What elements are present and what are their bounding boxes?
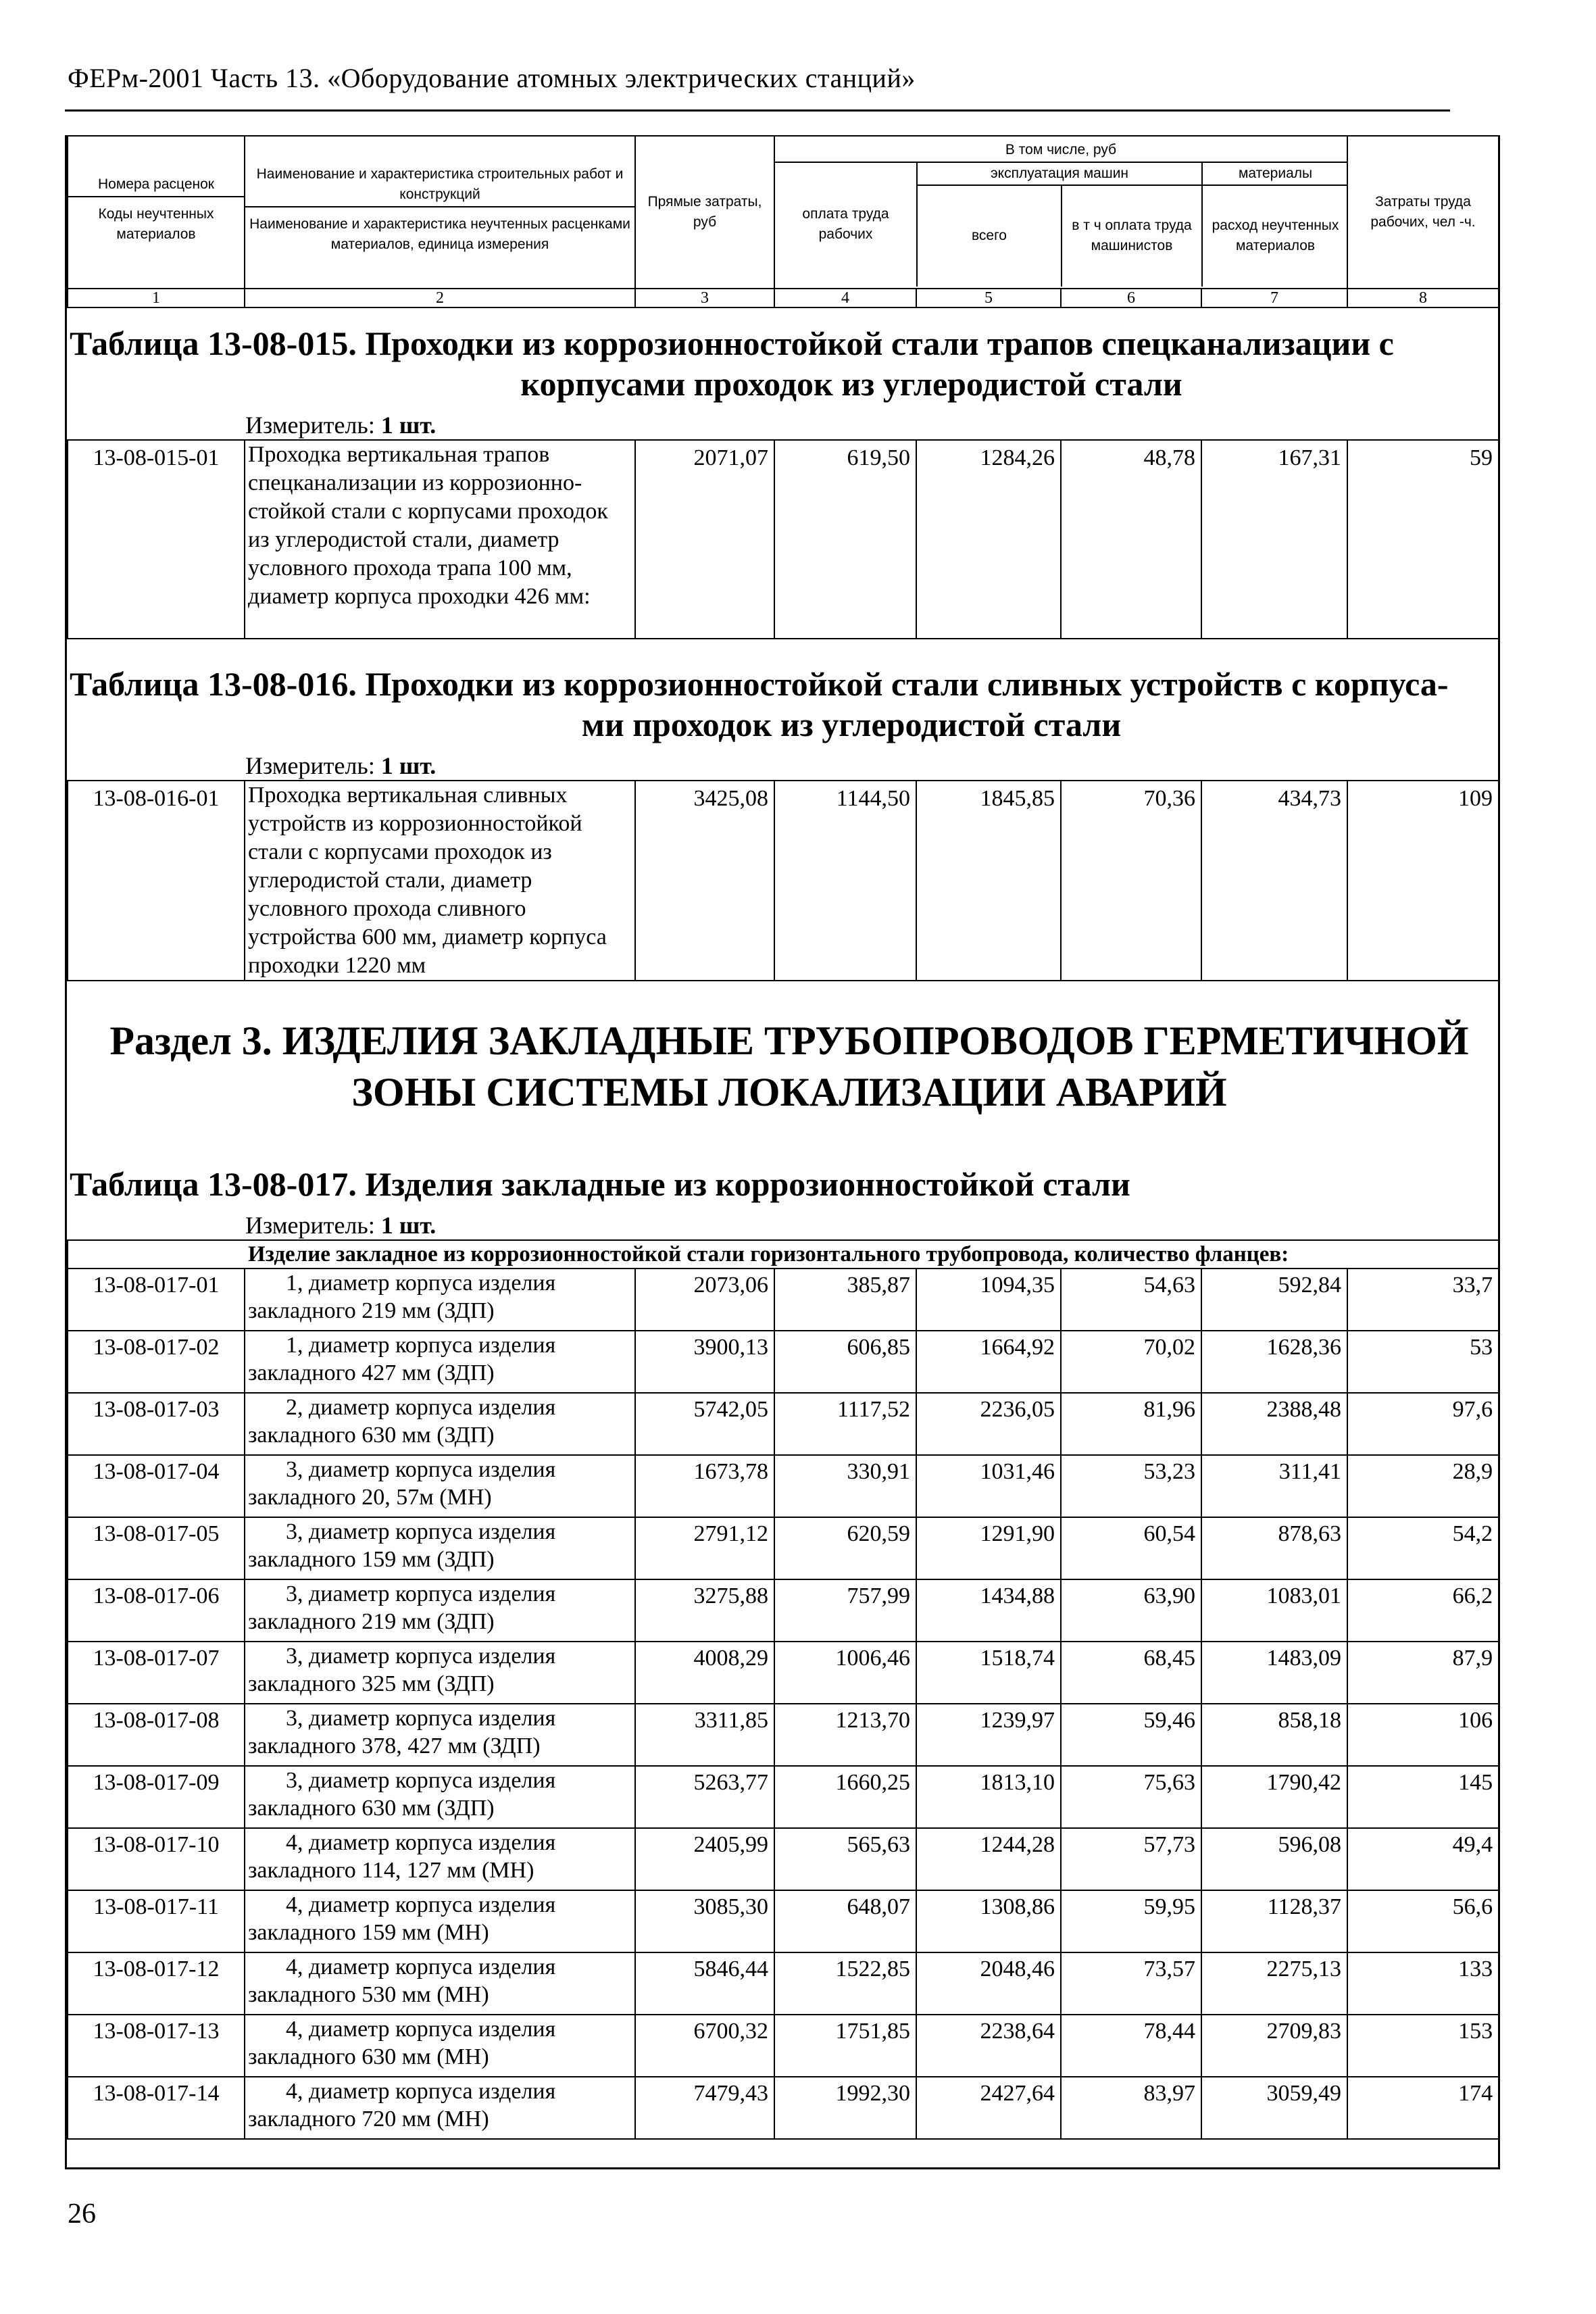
- description-line-2: закладного 159 мм (МН): [248, 1920, 489, 1945]
- direct-costs: 7479,43: [635, 2077, 774, 2139]
- header-rate-numbers: Номера расценок: [68, 173, 244, 197]
- labor-pay: 1006,46: [774, 1642, 916, 1704]
- description-line-1: 4, диаметр корпуса изделия: [286, 1830, 556, 1855]
- description-line-1: 1, диаметр корпуса изделия: [286, 1333, 556, 1358]
- description-line-1: 3, диаметр корпуса изделия: [286, 1581, 556, 1606]
- rate-description: Проходка вертикальная трапов спецканализации из коррозионно-стойкой стали с корпусами проходок из углеродистой стали, диаметр условного прохода трапа 100 мм, диаметр корпуса проходки 426 мм:: [245, 440, 635, 639]
- labor-hours: 145: [1347, 1766, 1499, 1828]
- header-names: [245, 136, 635, 289]
- labor-pay: 330,91: [774, 1455, 916, 1517]
- machines-total: 2048,46: [916, 1952, 1061, 2015]
- rate-code: 13-08-017-10: [68, 1828, 245, 1890]
- operators-pay: 48,78: [1061, 440, 1201, 639]
- direct-costs: 2071,07: [635, 440, 774, 639]
- meter-label: Измеритель:: [245, 752, 375, 779]
- table-015-meter: [67, 411, 1498, 439]
- labor-hours: 54,2: [1347, 1517, 1499, 1579]
- table-row: [68, 1766, 1499, 1828]
- rate-code: 13-08-017-06: [68, 1579, 245, 1642]
- labor-pay: 757,99: [774, 1579, 916, 1642]
- materials-cost: 3059,49: [1201, 2077, 1347, 2139]
- labor-hours: 28,9: [1347, 1455, 1499, 1517]
- meter-value: 1 шт.: [380, 412, 437, 439]
- header-operators-pay: в т ч оплата труда машинистов: [1062, 185, 1202, 287]
- table-015-title-line1: Таблица 13-08-015. Проходки из коррозионностойкой стали трапов спецканализации с: [70, 324, 1394, 362]
- materials-cost: 311,41: [1201, 1455, 1347, 1517]
- machines-total: 1518,74: [916, 1642, 1061, 1704]
- labor-hours: 49,4: [1347, 1828, 1499, 1890]
- rate-code: 13-08-017-11: [68, 1890, 245, 1952]
- direct-costs: 3275,88: [635, 1579, 774, 1642]
- meter-value: 1 шт.: [380, 1212, 437, 1239]
- labor-pay: 1751,85: [774, 2015, 916, 2077]
- description-line-2: закладного 378, 427 мм (ЗДП): [248, 1733, 541, 1758]
- rate-description: [245, 1393, 635, 1455]
- machines-total: 1845,85: [916, 781, 1061, 981]
- direct-costs: 3900,13: [635, 1331, 774, 1393]
- table-row: [68, 1579, 1499, 1642]
- table-017-meter: [67, 1211, 1498, 1239]
- direct-costs: 2791,12: [635, 1517, 774, 1579]
- materials-cost: 2275,13: [1201, 1952, 1347, 2015]
- materials-cost: 434,73: [1201, 781, 1347, 981]
- labor-hours: 33,7: [1347, 1269, 1499, 1331]
- description-line-2: закладного 427 мм (ЗДП): [248, 1360, 495, 1385]
- labor-pay: 1992,30: [774, 2077, 916, 2139]
- operators-pay: 59,46: [1061, 1704, 1201, 1766]
- header-num-8: 8: [1347, 289, 1499, 307]
- materials-cost: 2709,83: [1201, 2015, 1347, 2077]
- description-line-1: 3, диаметр корпуса изделия: [286, 1644, 556, 1669]
- machines-total: 1308,86: [916, 1890, 1061, 1952]
- description-line-2: закладного 630 мм (ЗДП): [248, 1423, 495, 1448]
- rate-description: [245, 1455, 635, 1517]
- header-labor-hours: Затраты труда рабочих, чел -ч.: [1347, 136, 1499, 289]
- description-line-1: 4, диаметр корпуса изделия: [286, 1892, 556, 1917]
- table-row: [68, 2015, 1499, 2077]
- direct-costs: 3311,85: [635, 1704, 774, 1766]
- meter-label: Измеритель:: [245, 1212, 375, 1239]
- direct-costs: 1673,78: [635, 1455, 774, 1517]
- labor-pay: 619,50: [774, 440, 916, 639]
- header-machines: эксплуатация машин: [917, 163, 1202, 185]
- machines-total: 1434,88: [916, 1579, 1061, 1642]
- rate-description: [245, 1828, 635, 1890]
- operators-pay: 54,63: [1061, 1269, 1201, 1331]
- header-including-subtable: [775, 163, 1348, 287]
- materials-cost: 1628,36: [1201, 1331, 1347, 1393]
- table-row: [68, 1828, 1499, 1890]
- rate-code: 13-08-017-14: [68, 2077, 245, 2139]
- section-title-line2: ЗОНЫ СИСТЕМЫ ЛОКАЛИЗАЦИИ АВАРИЙ: [351, 1070, 1227, 1114]
- labor-hours: 97,6: [1347, 1393, 1499, 1455]
- labor-hours: 106: [1347, 1704, 1499, 1766]
- column-header-table: [67, 135, 1499, 308]
- machines-total: 1813,10: [916, 1766, 1061, 1828]
- rate-code: 13-08-015-01: [68, 440, 245, 639]
- rate-description: [245, 1704, 635, 1766]
- labor-pay: 1213,70: [774, 1704, 916, 1766]
- table-row: [68, 1393, 1499, 1455]
- page-frame: [65, 135, 1500, 2169]
- rate-description: [245, 1331, 635, 1393]
- operators-pay: 73,57: [1061, 1952, 1201, 2015]
- rate-description: [245, 1952, 635, 2015]
- description-line-1: 2, диаметр корпуса изделия: [286, 1395, 556, 1420]
- header-unaccounted-materials: расход неучтенных материалов: [1212, 218, 1339, 253]
- labor-hours: 53: [1347, 1331, 1499, 1393]
- group-header: Изделие закладное из коррозионностойкой стали горизонтального трубопровода, количество фланцев:: [68, 1240, 1499, 1269]
- group-header-row: [68, 1240, 1499, 1269]
- table-row: [68, 1455, 1499, 1517]
- materials-cost: 167,31: [1201, 440, 1347, 639]
- labor-pay: 606,85: [774, 1331, 916, 1393]
- machines-total: 1291,90: [916, 1517, 1061, 1579]
- header-machines-total: всего: [917, 185, 1062, 287]
- materials-cost: 1790,42: [1201, 1766, 1347, 1828]
- table-row: [68, 1704, 1499, 1766]
- materials-cost: 1083,01: [1201, 1579, 1347, 1642]
- header-num-3: 3: [635, 289, 774, 307]
- labor-pay: 1522,85: [774, 1952, 916, 2015]
- operators-pay: 81,96: [1061, 1393, 1201, 1455]
- rate-description: [245, 2015, 635, 2077]
- operators-pay: 78,44: [1061, 2015, 1201, 2077]
- direct-costs: 3085,30: [635, 1890, 774, 1952]
- direct-costs: 5846,44: [635, 1952, 774, 2015]
- operators-pay: 63,90: [1061, 1579, 1201, 1642]
- section-title: [67, 1015, 1498, 1118]
- direct-costs: 4008,29: [635, 1642, 774, 1704]
- machines-total: 2236,05: [916, 1393, 1061, 1455]
- table-017-title: [67, 1164, 1498, 1204]
- table-015-data: [67, 439, 1499, 639]
- table-016-title-line2: ми проходок из углеродистой стали: [581, 706, 1122, 743]
- rate-code: 13-08-017-07: [68, 1642, 245, 1704]
- header-num-5: 5: [916, 289, 1061, 307]
- header-direct-costs: Прямые затраты, руб: [635, 136, 774, 289]
- header-num-1: 1: [68, 289, 245, 307]
- machines-total: 2238,64: [916, 2015, 1061, 2077]
- labor-hours: 87,9: [1347, 1642, 1499, 1704]
- operators-pay: 70,36: [1061, 781, 1201, 981]
- operators-pay: 83,97: [1061, 2077, 1201, 2139]
- table-015-title-line2: корпусами проходок из углеродистой стали: [520, 365, 1182, 403]
- direct-costs: 3425,08: [635, 781, 774, 981]
- operators-pay: 75,63: [1061, 1766, 1201, 1828]
- table-row: [68, 2077, 1499, 2139]
- description-line-2: закладного 630 мм (МН): [248, 2044, 489, 2069]
- rate-code: 13-08-017-09: [68, 1766, 245, 1828]
- description-line-1: 3, диаметр корпуса изделия: [286, 1519, 556, 1544]
- labor-pay: 1144,50: [774, 781, 916, 981]
- rate-code: 13-08-017-05: [68, 1517, 245, 1579]
- operators-pay: 70,02: [1061, 1331, 1201, 1393]
- materials-cost: 1483,09: [1201, 1642, 1347, 1704]
- operators-pay: 60,54: [1061, 1517, 1201, 1579]
- materials-cost: 596,08: [1201, 1828, 1347, 1890]
- header-materials: материалы: [1202, 163, 1348, 185]
- materials-cost: 1128,37: [1201, 1890, 1347, 1952]
- labor-hours: 59: [1347, 440, 1499, 639]
- rate-code: 13-08-017-13: [68, 2015, 245, 2077]
- meter-value: 1 шт.: [380, 752, 437, 779]
- rate-description: [245, 1517, 635, 1579]
- header-num-7: 7: [1201, 289, 1347, 307]
- description-line-2: закладного 720 мм (МН): [248, 2107, 489, 2132]
- rate-description: [245, 1890, 635, 1952]
- machines-total: 1284,26: [916, 440, 1061, 639]
- table-row: [68, 1890, 1499, 1952]
- table-row: [68, 1952, 1499, 2015]
- header-codes: [68, 136, 245, 289]
- materials-cost: 878,63: [1201, 1517, 1347, 1579]
- header-num-4: 4: [774, 289, 916, 307]
- header-including-label: В том числе, руб: [775, 139, 1347, 163]
- description-line-1: 4, диаметр корпуса изделия: [286, 2017, 556, 2042]
- table-row: [68, 440, 1499, 639]
- machines-total: 2427,64: [916, 2077, 1061, 2139]
- labor-pay: 565,63: [774, 1828, 916, 1890]
- labor-pay: 1117,52: [774, 1393, 916, 1455]
- labor-hours: 133: [1347, 1952, 1499, 2015]
- header-num-6: 6: [1061, 289, 1201, 307]
- machines-total: 1239,97: [916, 1704, 1061, 1766]
- rate-code: 13-08-017-08: [68, 1704, 245, 1766]
- header-num-2: 2: [245, 289, 635, 307]
- table-row: [68, 1331, 1499, 1393]
- labor-pay: 620,59: [774, 1517, 916, 1579]
- rate-description: [245, 1579, 635, 1642]
- running-head: ФЕРм-2001 Часть 13. «Оборудование атомных электрических станций»: [68, 63, 916, 93]
- operators-pay: 59,95: [1061, 1890, 1201, 1952]
- description-line-1: 3, диаметр корпуса изделия: [286, 1768, 556, 1793]
- labor-hours: 56,6: [1347, 1890, 1499, 1952]
- machines-total: 1031,46: [916, 1455, 1061, 1517]
- operators-pay: 68,45: [1061, 1642, 1201, 1704]
- rate-description: [245, 1269, 635, 1331]
- rate-code: 13-08-017-01: [68, 1269, 245, 1331]
- table-016-data: [67, 780, 1499, 981]
- labor-hours: 153: [1347, 2015, 1499, 2077]
- description-line-2: закладного 630 мм (ЗДП): [248, 1796, 495, 1821]
- direct-costs: 2073,06: [635, 1269, 774, 1331]
- header-labor-pay: оплата труда рабочих: [775, 163, 917, 287]
- description-line-1: 3, диаметр корпуса изделия: [286, 1457, 556, 1482]
- operators-pay: 53,23: [1061, 1455, 1201, 1517]
- header-materials-name: Наименование и характеристика неучтенных расценками материалов, единица измерения: [249, 216, 630, 252]
- description-line-2: закладного 159 мм (ЗДП): [248, 1547, 495, 1572]
- labor-pay: 648,07: [774, 1890, 916, 1952]
- direct-costs: 5263,77: [635, 1766, 774, 1828]
- rate-code: 13-08-016-01: [68, 781, 245, 981]
- rate-description: [245, 1642, 635, 1704]
- table-016-meter: [67, 752, 1498, 780]
- machines-total: 1664,92: [916, 1331, 1061, 1393]
- direct-costs: 2405,99: [635, 1828, 774, 1890]
- table-017-data: [67, 1239, 1499, 2140]
- header-including: [774, 136, 1347, 289]
- description-line-2: закладного 325 мм (ЗДП): [248, 1671, 495, 1696]
- labor-pay: 385,87: [774, 1269, 916, 1331]
- description-line-2: закладного 530 мм (МН): [248, 1982, 489, 2007]
- table-015-title: [67, 323, 1498, 404]
- materials-cost: 2388,48: [1201, 1393, 1347, 1455]
- rate-code: 13-08-017-04: [68, 1455, 245, 1517]
- description-line-1: 1, диаметр корпуса изделия: [286, 1271, 556, 1296]
- page-number: 26: [68, 2198, 96, 2230]
- materials-cost: 858,18: [1201, 1704, 1347, 1766]
- machines-total: 1244,28: [916, 1828, 1061, 1890]
- labor-hours: 174: [1347, 2077, 1499, 2139]
- rate-code: 13-08-017-02: [68, 1331, 245, 1393]
- rate-code: 13-08-017-12: [68, 1952, 245, 2015]
- rate-description: Проходка вертикальная сливных устройств из коррозионностойкой стали с корпусами проходок из углеродистой стали, диаметр условного прохода сливного устройства 600 мм, диаметр корпуса проходки 1220 мм: [245, 781, 635, 981]
- direct-costs: 5742,05: [635, 1393, 774, 1455]
- labor-pay: 1660,25: [774, 1766, 916, 1828]
- table-016-title-line1: Таблица 13-08-016. Проходки из коррозионностойкой стали сливных устройств с корпуса-: [70, 665, 1449, 703]
- machines-total: 1094,35: [916, 1269, 1061, 1331]
- table-016-title: [67, 664, 1498, 745]
- materials-cost: 592,84: [1201, 1269, 1347, 1331]
- rate-description: [245, 1766, 635, 1828]
- section-title-line1: Раздел 3. ИЗДЕЛИЯ ЗАКЛАДНЫЕ ТРУБОПРОВОДОВ ГЕРМЕТИЧНОЙ: [109, 1018, 1469, 1063]
- labor-hours: 109: [1347, 781, 1499, 981]
- rate-description: [245, 2077, 635, 2139]
- meter-label: Измеритель:: [245, 412, 375, 439]
- description-line-1: 4, диаметр корпуса изделия: [286, 2079, 556, 2104]
- description-line-2: закладного 219 мм (ЗДП): [248, 1298, 495, 1323]
- header-material-codes: Коды неучтенных материалов: [98, 206, 214, 242]
- description-line-2: закладного 20, 57м (МН): [248, 1485, 492, 1510]
- description-line-1: 4, диаметр корпуса изделия: [286, 1954, 556, 1979]
- description-line-2: закладного 114, 127 мм (МН): [248, 1858, 534, 1883]
- labor-hours: 66,2: [1347, 1579, 1499, 1642]
- table-row: [68, 1517, 1499, 1579]
- header-works-name: Наименование и характеристика строительных работ и конструкций: [245, 163, 634, 207]
- table-017-title-line1: Таблица 13-08-017. Изделия закладные из коррозионностойкой стали: [70, 1165, 1130, 1203]
- rate-code: 13-08-017-03: [68, 1393, 245, 1455]
- header-rule: [65, 109, 1450, 112]
- table-row: [68, 1642, 1499, 1704]
- description-line-2: закладного 219 мм (ЗДП): [248, 1609, 495, 1634]
- table-row: [68, 1269, 1499, 1331]
- operators-pay: 57,73: [1061, 1828, 1201, 1890]
- direct-costs: 6700,32: [635, 2015, 774, 2077]
- table-row: [68, 781, 1499, 981]
- description-line-1: 3, диаметр корпуса изделия: [286, 1706, 556, 1731]
